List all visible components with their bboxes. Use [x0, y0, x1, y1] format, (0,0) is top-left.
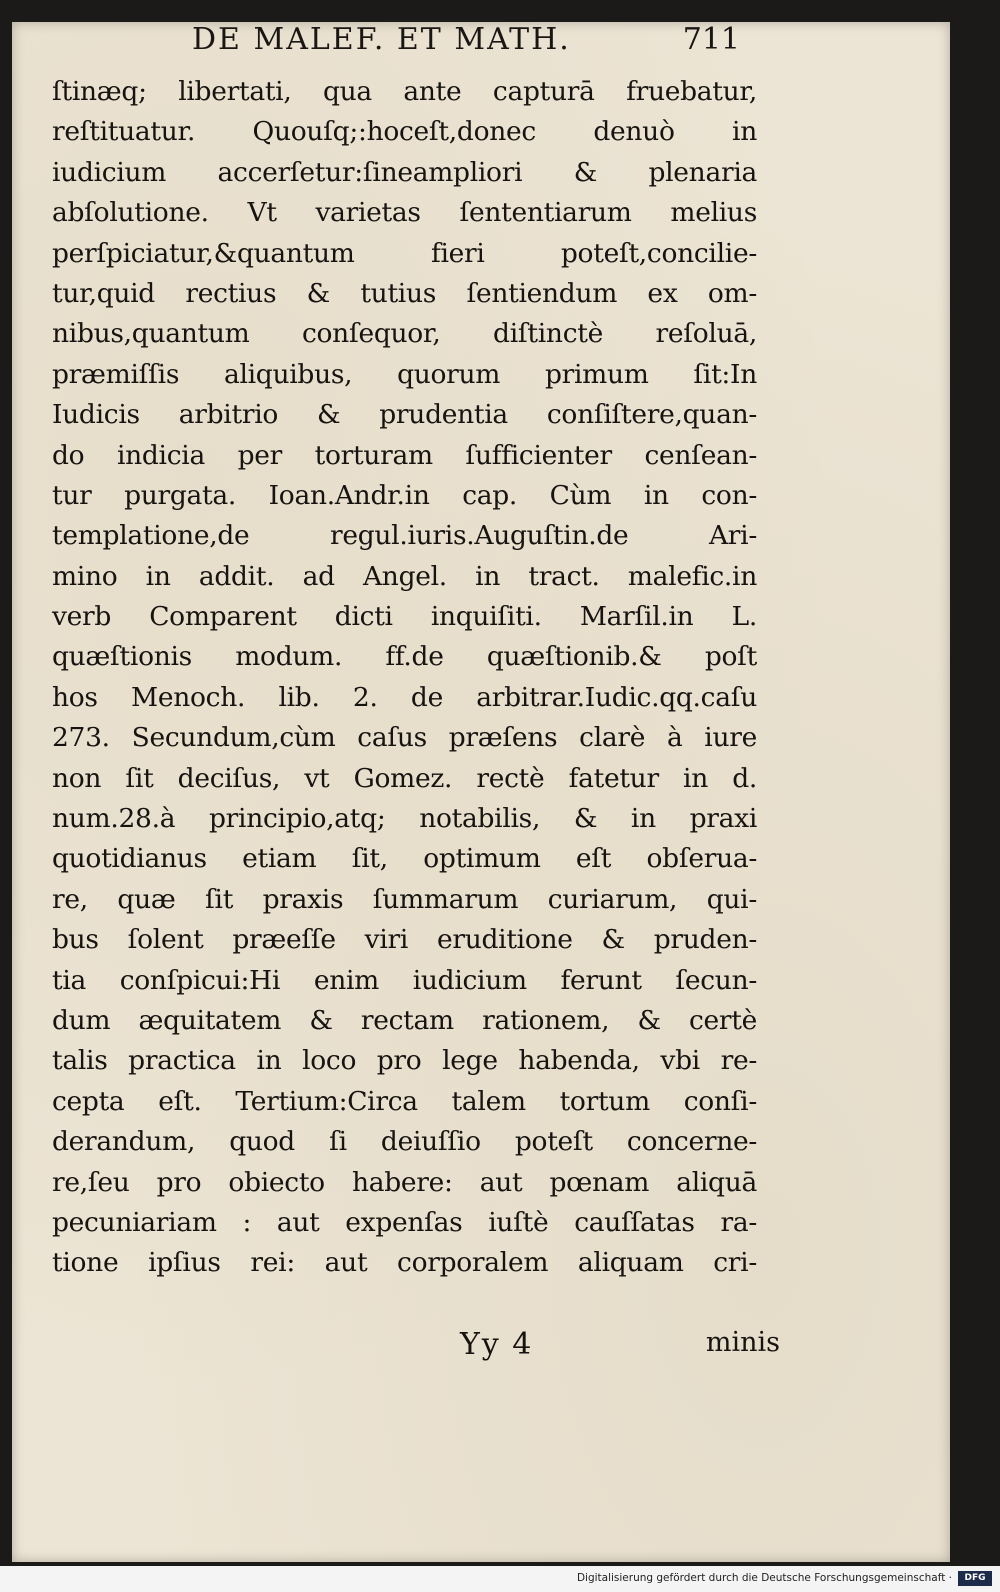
text-line: bus ſolent præeſſe viri eruditione & pruden-: [52, 924, 757, 956]
text-line: perſpiciatur,&quantum fieri poteſt,concilie-: [52, 237, 757, 269]
text-line: derandum, quod ſi deiuſſio poteſt concerne-: [52, 1126, 757, 1158]
page-footer: [460, 1327, 780, 1371]
catchword: minis: [705, 1327, 780, 1358]
text-line: do indicia per torturam ſufficienter cenſean-: [52, 439, 757, 471]
text-line: hos Menoch. lib. 2. de arbitrar.Iudic.qq.caſu: [52, 681, 757, 713]
text-line: tione ipſius rei: aut corporalem aliquam cri-: [52, 1247, 757, 1279]
body-text: [52, 72, 757, 1284]
page-number: 711: [682, 22, 740, 57]
digitization-footer: [0, 1566, 1000, 1592]
text-line: re, quæ ſit praxis ſummarum curiarum, qui-: [52, 883, 757, 915]
page-header: [192, 22, 740, 62]
text-line: quotidianus etiam ſit, optimum eſt obſerua-: [52, 843, 757, 875]
dfg-logo-icon: DFG: [958, 1571, 992, 1586]
text-line: talis practica in loco pro lege habenda, vbi re-: [52, 1045, 757, 1077]
text-line: quæſtionis modum. ff.de quæſtionib.& poſt: [52, 641, 757, 673]
text-line: re,ſeu pro obiecto habere: aut pœnam aliquā: [52, 1166, 757, 1198]
text-line: tur purgata. Ioan.Andr.in cap. Cùm in con-: [52, 479, 757, 511]
signature-mark: Yy 4: [460, 1327, 534, 1362]
funding-notice: Digitalisierung gefördert durch die Deutsche Forschungsgemeinschaft ·: [576, 1572, 952, 1584]
text-line: præmiſſis aliquibus, quorum primum ſit:In: [52, 358, 757, 390]
text-line: pecuniariam : aut expenſas iuſtè cauſſatas ra-: [52, 1206, 757, 1238]
text-line: cepta eſt. Tertium:Circa talem tortum conſi-: [52, 1085, 757, 1117]
text-line: 273. Secundum,cùm caſus præſens clarè à iure: [52, 722, 757, 754]
text-line: ſtinæq; libertati, qua ante capturā fruebatur,: [52, 76, 757, 107]
text-line: abſolutione. Vt varietas ſententiarum melius: [52, 197, 757, 229]
text-line: tur,quid rectius & tutius ſentiendum ex om-: [52, 277, 757, 309]
text-line: num.28.à principio,atq; notabilis, & in praxi: [52, 803, 757, 835]
text-line: verb Comparent dicti inquiſiti. Marſil.in L.: [52, 601, 757, 633]
text-line: nibus,quantum conſequor, diſtinctè reſoluā,: [52, 318, 757, 350]
text-line: mino in addit. ad Angel. in tract. malefic.in: [52, 560, 757, 592]
text-line: tia conſpicui:Hi enim iudicium ferunt ſecun-: [52, 964, 757, 996]
text-line: reſtituatur. Quouſq;:hoceſt,donec denuò in: [52, 116, 757, 148]
text-line: iudicium accerſetur:ſineampliori & plenaria: [52, 156, 757, 188]
book-page: [12, 22, 950, 1562]
text-line: dum æquitatem & rectam rationem, & certè: [52, 1004, 757, 1036]
text-line: Iudicis arbitrio & prudentia conſiſtere,quan-: [52, 399, 757, 431]
text-line: non ſit deciſus, vt Gomez. rectè fatetur in d.: [52, 762, 757, 794]
text-line: templatione,de regul.iuris.Auguſtin.de Ari-: [52, 520, 757, 552]
running-head: DE MALEF. ET MATH.: [192, 22, 571, 57]
